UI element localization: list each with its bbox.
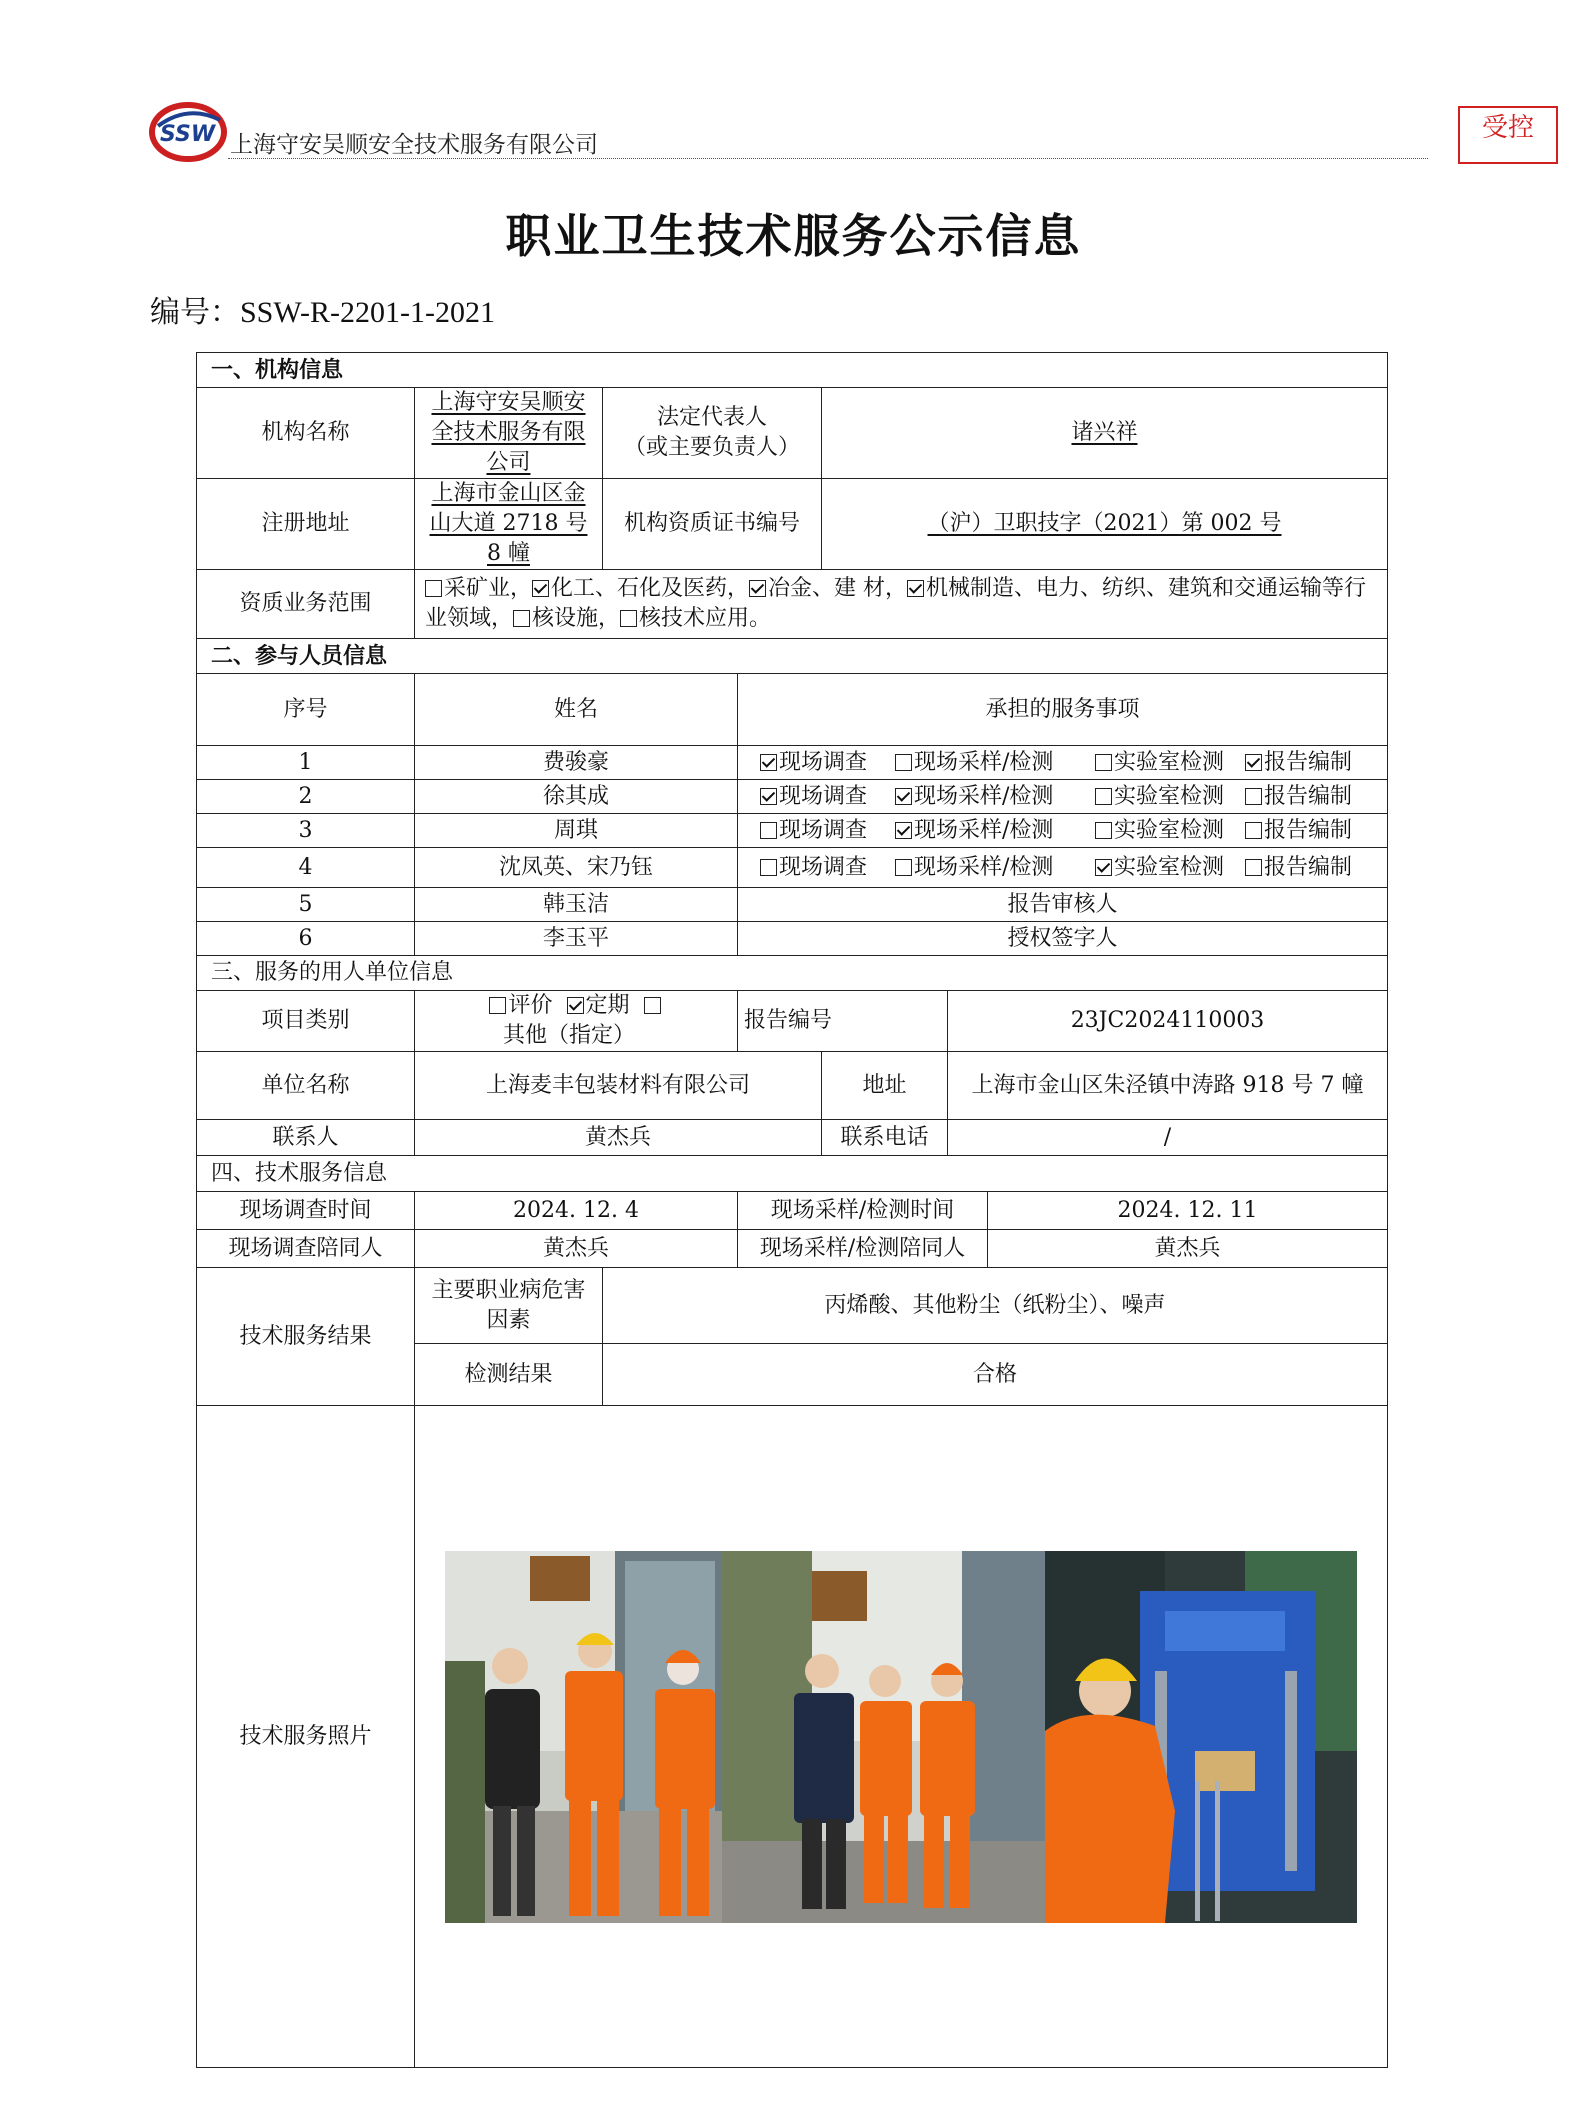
survey-companion-value: 黄杰兵 <box>415 1230 738 1268</box>
scope-item <box>425 576 532 601</box>
section1-heading: 一、机构信息 <box>197 353 1388 388</box>
service-item <box>760 782 895 812</box>
checkbox-checked-icon <box>1095 859 1112 876</box>
logo-text: SSW <box>160 122 216 147</box>
col-no-header: 序号 <box>197 674 415 746</box>
service-item-label: 实验室检测 <box>1114 783 1225 809</box>
scope-item-label: 冶金、建 材， <box>768 576 908 601</box>
checkbox-unchecked-icon <box>489 997 506 1014</box>
col-name-header: 姓名 <box>415 674 738 746</box>
staff-no: 6 <box>197 922 415 956</box>
checkbox-checked-icon <box>760 788 777 805</box>
service-item-label: 现场调查 <box>779 749 868 775</box>
service-photos <box>421 1551 1381 1923</box>
service-item <box>1095 748 1245 778</box>
service-item <box>895 748 1095 778</box>
project-type-option-label: 其他（指定） <box>502 1023 635 1048</box>
document-title: 职业卫生技术服务公示信息 <box>505 209 1082 263</box>
scope-label: 资质业务范围 <box>197 570 415 639</box>
staff-services <box>738 780 1388 814</box>
checkbox-unchecked-icon <box>644 997 661 1014</box>
staff-no: 2 <box>197 780 415 814</box>
service-item <box>1245 853 1365 883</box>
phone-label: 联系电话 <box>822 1120 948 1156</box>
service-photo-3 <box>1045 1551 1357 1923</box>
unit-name-value: 上海麦丰包装材料有限公司 <box>415 1052 822 1120</box>
staff-row <box>197 780 1388 814</box>
document-number-label: 编号： <box>150 296 240 329</box>
project-type-option-label: 定期 <box>585 993 630 1018</box>
report-no-value: 23JC2024110003 <box>948 991 1388 1052</box>
survey-companion-label: 现场调查陪同人 <box>197 1230 415 1268</box>
scope-item <box>532 576 749 601</box>
checkbox-unchecked-icon <box>1095 788 1112 805</box>
staff-services <box>738 814 1388 848</box>
checkbox-unchecked-icon <box>1095 822 1112 839</box>
hazard-label: 主要职业病危害因素 <box>415 1268 603 1344</box>
checkbox-unchecked-icon <box>425 580 442 597</box>
scope-item <box>749 576 907 601</box>
sampling-time-value: 2024. 12. 11 <box>988 1192 1388 1230</box>
header-company-name: 上海守安吴顺安全技术服务有限公司 <box>230 132 598 158</box>
service-item <box>1095 816 1245 846</box>
photo-label: 技术服务照片 <box>197 1406 415 2068</box>
checkbox-checked-icon <box>1245 754 1262 771</box>
service-item <box>760 748 895 778</box>
staff-row <box>197 746 1388 780</box>
unit-address-label: 地址 <box>822 1052 948 1120</box>
scope-item-label: 核设施， <box>532 606 621 631</box>
checkbox-unchecked-icon <box>760 859 777 876</box>
staff-no: 1 <box>197 746 415 780</box>
org-name-value: 上海守安吴顺安全技术服务有限公司 <box>415 388 603 479</box>
legal-rep-value: 诸兴祥 <box>822 388 1388 479</box>
address-value: 上海市金山区金山大道 2718 号 8 幢 <box>415 479 603 570</box>
checkbox-checked-icon <box>567 997 584 1014</box>
service-item-label: 现场采样/检测 <box>914 854 1054 880</box>
service-item-label: 现场采样/检测 <box>914 783 1054 809</box>
unit-name-label: 单位名称 <box>197 1052 415 1120</box>
section3-heading: 三、服务的用人单位信息 <box>197 956 1388 991</box>
project-type-option <box>489 993 552 1018</box>
sampling-companion-value: 黄杰兵 <box>988 1230 1388 1268</box>
checkbox-checked-icon <box>760 754 777 771</box>
staff-name: 李玉平 <box>415 922 738 956</box>
staff-role: 报告审核人 <box>738 888 1388 922</box>
control-stamp: 受控 <box>1458 106 1558 164</box>
disclosure-table <box>196 352 1388 2068</box>
contact-value: 黄杰兵 <box>415 1120 822 1156</box>
service-item-label: 实验室检测 <box>1114 854 1225 880</box>
service-item-label: 现场采样/检测 <box>914 749 1054 775</box>
checkbox-unchecked-icon <box>1095 754 1112 771</box>
contact-label: 联系人 <box>197 1120 415 1156</box>
checkbox-unchecked-icon <box>1245 859 1262 876</box>
checkbox-unchecked-icon <box>620 610 637 627</box>
cert-label: 机构资质证书编号 <box>603 479 822 570</box>
staff-no: 4 <box>197 848 415 888</box>
staff-no: 3 <box>197 814 415 848</box>
result-label: 技术服务结果 <box>197 1268 415 1406</box>
staff-name: 沈凤英、宋乃钰 <box>415 848 738 888</box>
staff-name: 徐其成 <box>415 780 738 814</box>
org-name-label: 机构名称 <box>197 388 415 479</box>
service-item-label: 报告编制 <box>1264 749 1353 775</box>
service-item <box>760 853 895 883</box>
service-photo-2 <box>722 1551 1045 1923</box>
service-item <box>895 816 1095 846</box>
document-number <box>150 287 495 331</box>
scope-item <box>620 606 771 631</box>
project-type-options <box>415 991 738 1052</box>
staff-row <box>197 814 1388 848</box>
service-item <box>1245 816 1365 846</box>
service-item-label: 实验室检测 <box>1114 749 1225 775</box>
service-item-label: 现场调查 <box>779 783 868 809</box>
staff-name: 韩玉洁 <box>415 888 738 922</box>
checkbox-checked-icon <box>907 580 924 597</box>
page-header <box>148 96 1534 166</box>
ssw-logo <box>148 96 228 164</box>
checkbox-unchecked-icon <box>895 859 912 876</box>
address-label: 注册地址 <box>197 479 415 570</box>
project-type-option <box>567 993 630 1018</box>
staff-name: 费骏豪 <box>415 746 738 780</box>
header-divider <box>228 158 1428 159</box>
service-photo-1 <box>445 1551 722 1923</box>
report-no-label: 报告编号 <box>738 991 948 1052</box>
service-item-label: 报告编制 <box>1264 817 1353 843</box>
staff-name: 周琪 <box>415 814 738 848</box>
checkbox-checked-icon <box>749 580 766 597</box>
cert-value: （沪）卫职技字（2021）第 002 号 <box>822 479 1388 570</box>
checkbox-unchecked-icon <box>1245 788 1262 805</box>
service-item-label: 现场采样/检测 <box>914 817 1054 843</box>
service-item <box>895 853 1095 883</box>
col-service-header: 承担的服务事项 <box>738 674 1388 746</box>
scope-value <box>415 570 1388 639</box>
checkbox-unchecked-icon <box>760 822 777 839</box>
test-result-value: 合格 <box>603 1344 1388 1406</box>
sampling-companion-label: 现场采样/检测陪同人 <box>738 1230 988 1268</box>
hazard-value: 丙烯酸、其他粉尘（纸粉尘）、噪声 <box>603 1268 1388 1344</box>
staff-no: 5 <box>197 888 415 922</box>
unit-address-value: 上海市金山区朱泾镇中涛路 918 号 7 幢 <box>948 1052 1388 1120</box>
survey-time-value: 2024. 12. 4 <box>415 1192 738 1230</box>
survey-time-label: 现场调查时间 <box>197 1192 415 1230</box>
service-item <box>895 782 1095 812</box>
service-item-label: 实验室检测 <box>1114 817 1225 843</box>
service-item-label: 报告编制 <box>1264 783 1353 809</box>
staff-services <box>738 848 1388 888</box>
checkbox-unchecked-icon <box>513 610 530 627</box>
service-item <box>760 816 895 846</box>
service-item-label: 现场调查 <box>779 817 868 843</box>
service-item <box>1245 748 1365 778</box>
sampling-time-label: 现场采样/检测时间 <box>738 1192 988 1230</box>
section2-heading: 二、参与人员信息 <box>197 639 1388 674</box>
checkbox-checked-icon <box>895 822 912 839</box>
photo-cell <box>415 1406 1388 2068</box>
staff-role: 授权签字人 <box>738 922 1388 956</box>
staff-row <box>197 848 1388 888</box>
checkbox-unchecked-icon <box>895 754 912 771</box>
service-item <box>1095 782 1245 812</box>
scope-item <box>513 606 620 631</box>
project-type-option-label: 评价 <box>508 993 553 1018</box>
checkbox-checked-icon <box>895 788 912 805</box>
staff-row <box>197 922 1388 956</box>
service-item-label: 现场调查 <box>779 854 868 880</box>
checkbox-unchecked-icon <box>1245 822 1262 839</box>
scope-item-label: 化工、石化及医药， <box>551 576 750 601</box>
section4-heading: 四、技术服务信息 <box>197 1156 1388 1192</box>
staff-services <box>738 746 1388 780</box>
staff-row <box>197 888 1388 922</box>
service-item <box>1245 782 1365 812</box>
scope-item-label: 核技术应用。 <box>639 606 772 631</box>
test-result-label: 检测结果 <box>415 1344 603 1406</box>
legal-rep-label: 法定代表人 （或主要负责人） <box>603 388 822 479</box>
scope-item-label: 机械制造、电力、纺织、建筑和交通运输等行业领域， <box>425 576 1367 631</box>
document-number-value: SSW-R-2201-1-2021 <box>240 296 495 329</box>
phone-value: / <box>948 1120 1388 1156</box>
service-item-label: 报告编制 <box>1264 854 1353 880</box>
scope-item-label: 采矿业， <box>444 576 533 601</box>
service-item <box>1095 853 1245 883</box>
checkbox-checked-icon <box>532 580 549 597</box>
project-type-label: 项目类别 <box>197 991 415 1052</box>
